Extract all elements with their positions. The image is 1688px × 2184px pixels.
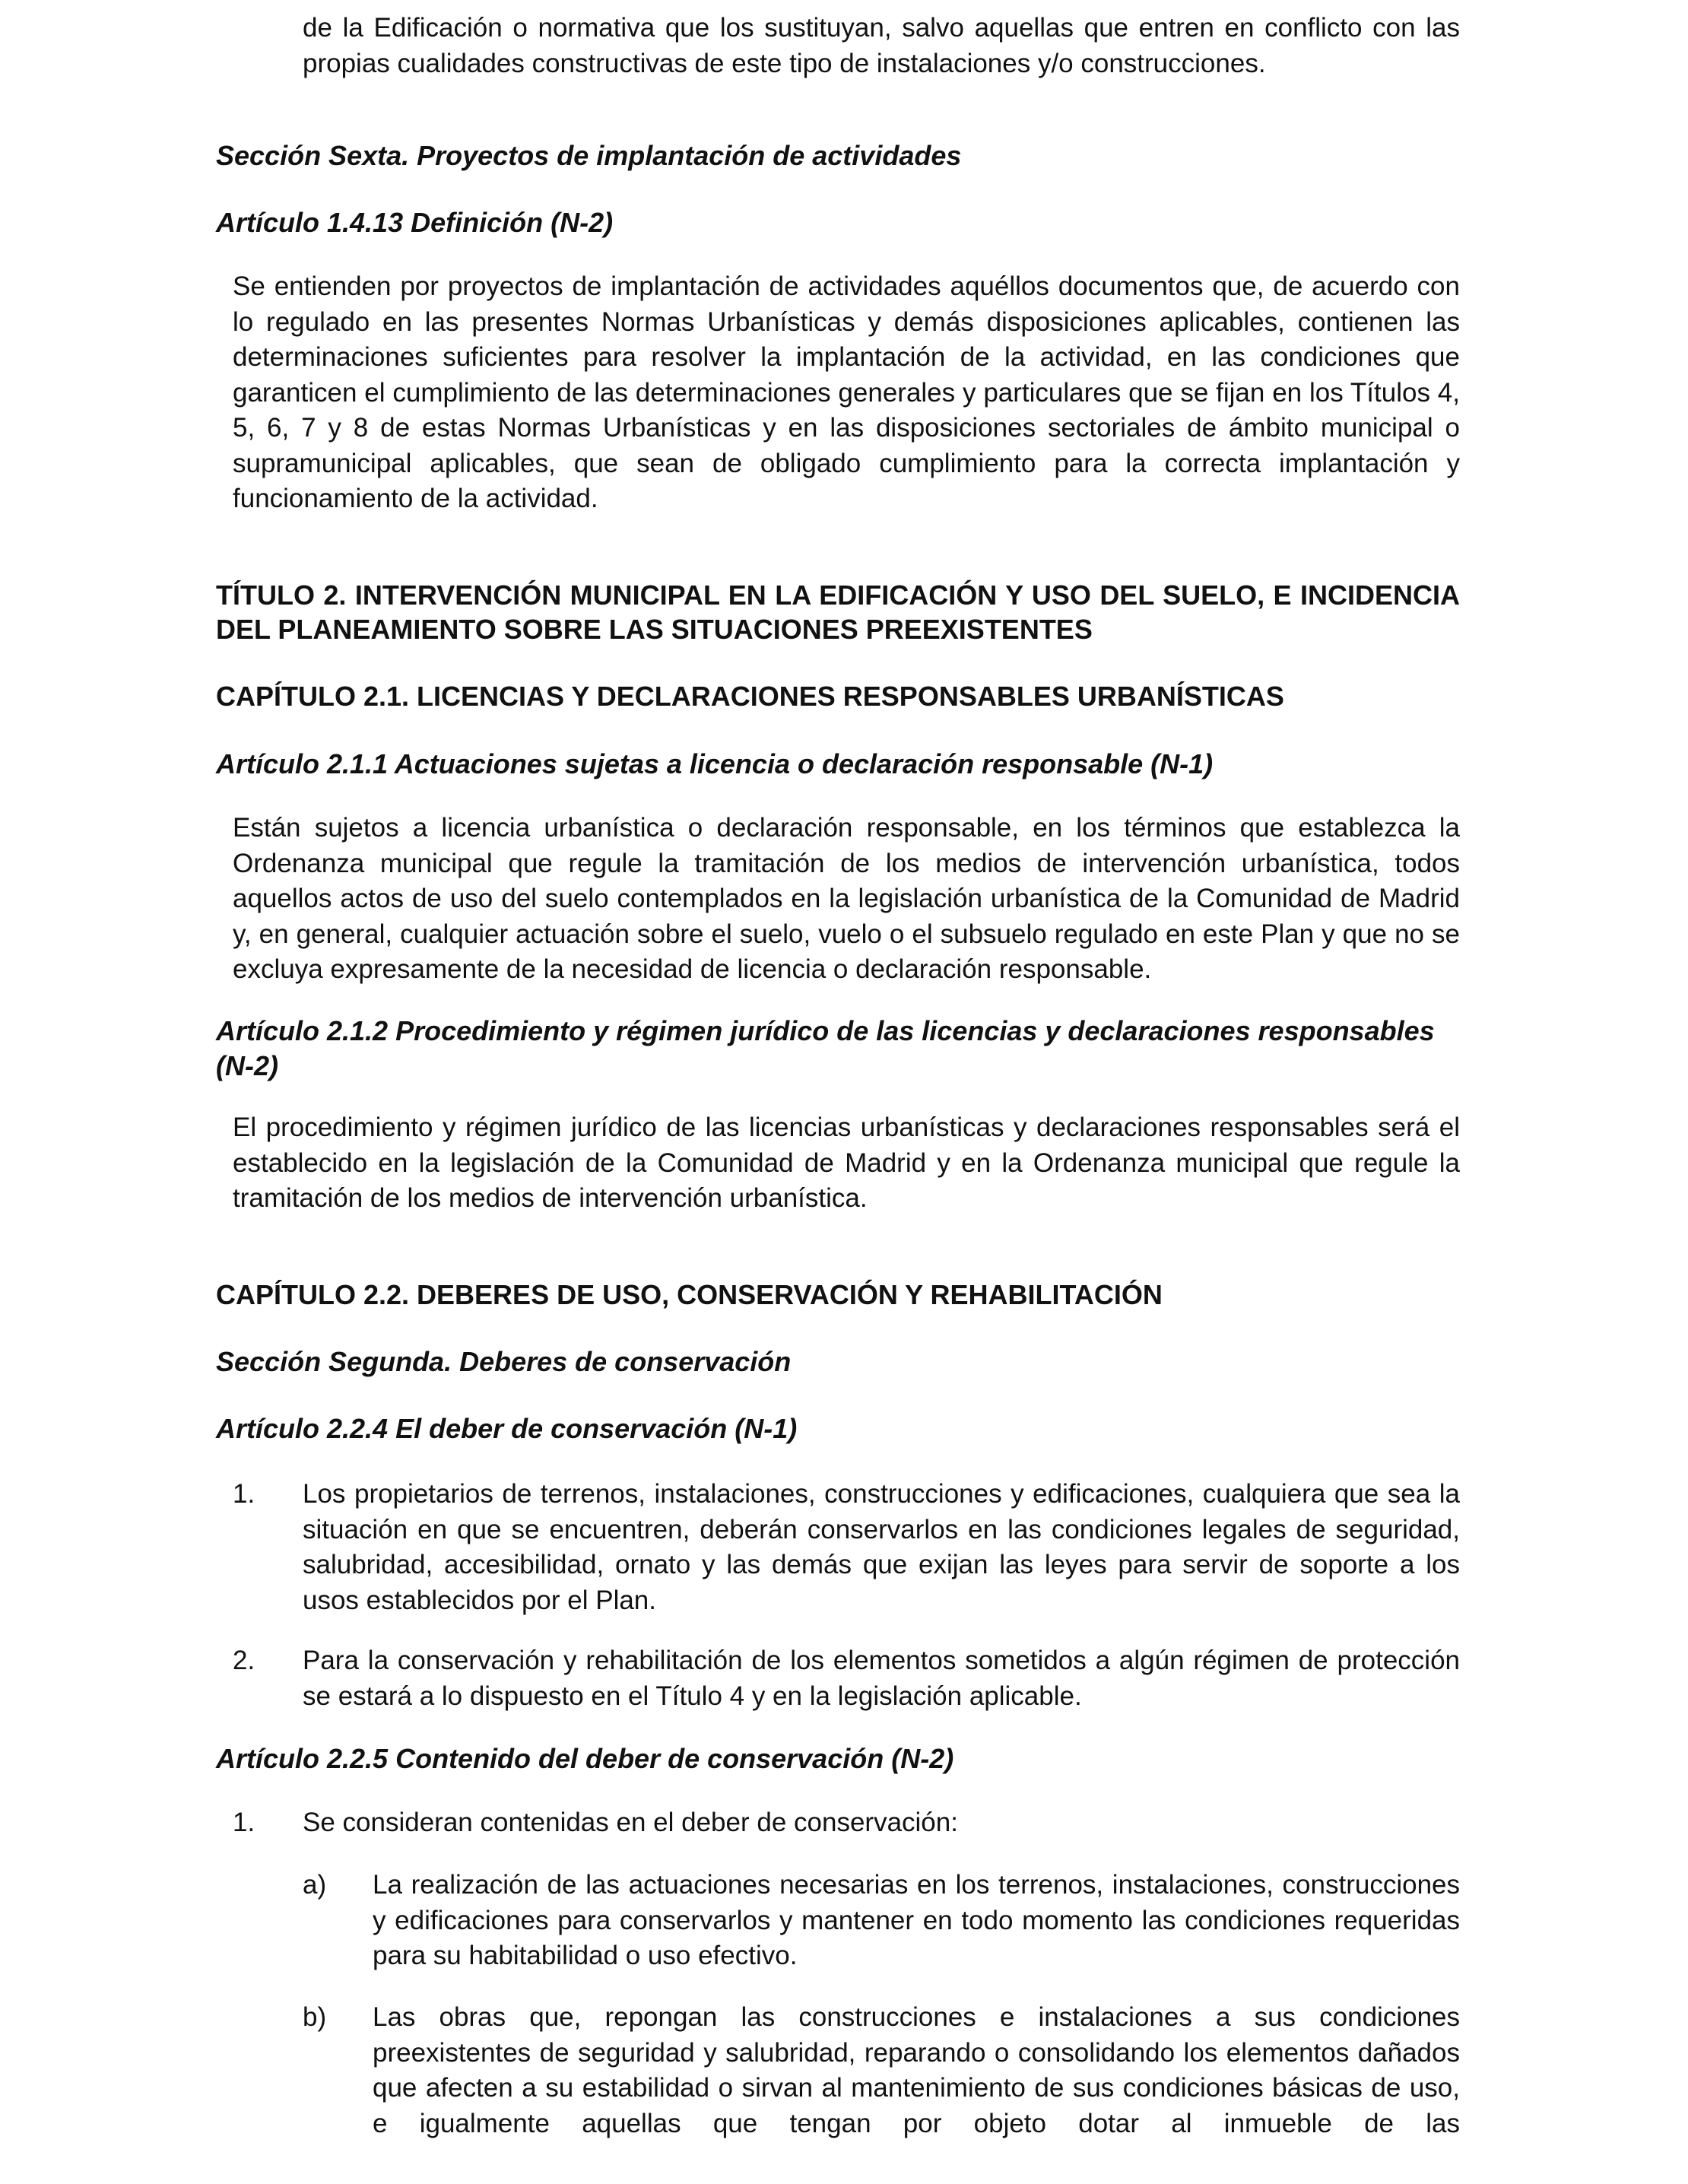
article-heading-2-1-2: Artículo 2.1.2 Procedimiento y régimen jurídico de las licencias y declaraciones responsables (N-2) xyxy=(216,1015,1435,1081)
list-item-number: 2. xyxy=(233,1646,255,1675)
article-body-1-4-13: Se entienden por proyectos de implantación de actividades aquéllos documentos que, de acuerdo con lo regulado en las presentes Normas Urbanísticas y demás disposiciones aplicables, contienen las determinaciones suficientes para resolver la implantación de la actividad, en las condiciones que garanticen el cumplimiento de las determinaciones generales y particulares que se fijan en los Títulos 4, 5, 6, 7 y 8 de estas Normas Urbanísticas y en las disposiciones sectoriales de ámbito municipal o supramunicipal aplicables, que sean de obligado cumplimiento para la correcta implantación y funcionamiento de la actividad. xyxy=(233,271,1460,513)
list-item-text: Se consideran contenidas en el deber de conservación: xyxy=(303,1808,958,1837)
chapter-heading-2-2: CAPÍTULO 2.2. DEBERES DE USO, CONSERVACIÓN Y REHABILITACIÓN xyxy=(216,1279,1163,1310)
title-heading-2: TÍTULO 2. INTERVENCIÓN MUNICIPAL EN LA EDIFICACIÓN Y USO DEL SUELO, E INCIDENCIA DEL PLANEAMIENTO SOBRE LAS SITUACIONES PREEXISTENTES xyxy=(216,579,1460,645)
chapter-heading-2-1: CAPÍTULO 2.1. LICENCIAS Y DECLARACIONES RESPONSABLES URBANÍSTICAS xyxy=(216,681,1284,712)
article-heading-1-4-13: Artículo 1.4.13 Definición (N-2) xyxy=(216,207,614,238)
sub-list-item-text: Las obras que, repongan las construcciones e instalaciones a sus condiciones preexistentes de seguridad y salubridad, reparando o consolidando los elementos dañados que afecten a su estabilidad o sirvan al mantenimiento de sus condiciones básicas de uso, e igualmente aquellas que tengan por objeto dotar al inmueble de las xyxy=(373,2002,1460,2138)
list-item-number: 1. xyxy=(233,1808,255,1837)
list-item-number: 1. xyxy=(233,1479,255,1509)
sub-list-item-text: La realización de las actuaciones necesarias en los terrenos, instalaciones, construcciones y edificaciones para conservarlos y mantener en todo momento las condiciones requeridas para su habitabilidad o uso efectivo. xyxy=(373,1870,1460,1970)
list-item-text: Para la conservación y rehabilitación de los elementos sometidos a algún régimen de protección se estará a lo dispuesto en el Título 4 y en la legislación aplicable. xyxy=(303,1646,1460,1711)
article-body-2-1-2: El procedimiento y régimen jurídico de las licencias urbanísticas y declaraciones responsables será el establecido en la legislación de la Comunidad de Madrid y en la Ordenanza municipal que regule la tramitación de los medios de intervención urbanística. xyxy=(233,1113,1460,1213)
article-heading-2-2-5: Artículo 2.2.5 Contenido del deber de conservación (N-2) xyxy=(216,1743,954,1774)
article-body-2-1-1: Están sujetos a licencia urbanística o declaración responsable, en los términos que establezca la Ordenanza municipal que regule la tramitación de los medios de intervención urbanística, todos aquellos actos de uso del suelo contemplados en la legislación urbanística de la Comunidad de Madrid y, en general, cualquier actuación sobre el suelo, vuelo o el subsuelo regulado en este Plan y que no se excluya expresamente de la necesidad de licencia o declaración responsable. xyxy=(233,813,1460,984)
sub-list-item-letter: b) xyxy=(303,2002,327,2032)
article-heading-2-2-4: Artículo 2.2.4 El deber de conservación (N-1) xyxy=(216,1413,798,1444)
section-heading-segunda: Sección Segunda. Deberes de conservación xyxy=(216,1346,792,1377)
list-item-text: Los propietarios de terrenos, instalaciones, construcciones y edificaciones, cualquiera que sea la situación en que se encuentren, deberán conservarlos en las condiciones legales de seguridad, salubridad, accesibilidad, ornato y las demás que exijan las leyes para servir de soporte a los usos establecidos por el Plan. xyxy=(303,1479,1460,1615)
article-heading-2-1-1: Artículo 2.1.1 Actuaciones sujetas a licencia o declaración responsable (N-1) xyxy=(216,748,1214,779)
section-heading-sexta: Sección Sexta. Proyectos de implantación de actividades xyxy=(216,140,962,171)
sub-list-item-letter: a) xyxy=(303,1870,327,1900)
intro-paragraph: de la Edificación o normativa que los sustituyan, salvo aquellas que entren en conflicto con las propias cualidades constructivas de este tipo de instalaciones y/o construcciones. xyxy=(303,13,1460,78)
